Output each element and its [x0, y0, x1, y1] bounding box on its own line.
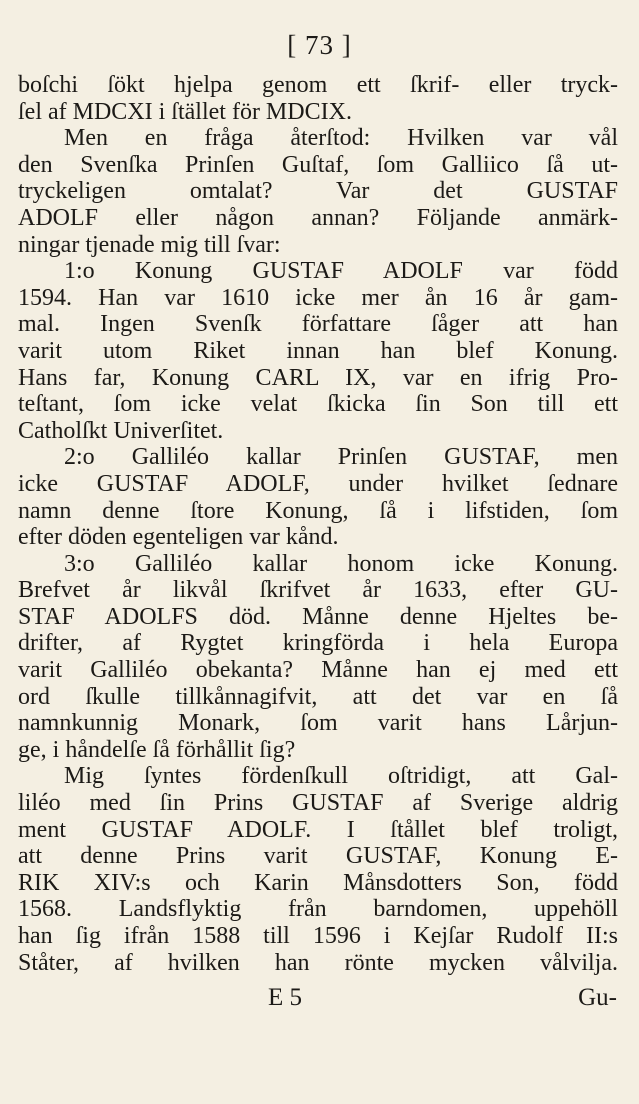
text-line: namnkunnig Monark, ſom varit hans Lårjun- [18, 710, 618, 737]
text-line: ſel af MDCXI i ſtället för MDCIX. [18, 98, 352, 125]
body-text [18, 72, 618, 976]
text-line: ADOLF eller någon annan? Följande anmärk- [18, 204, 618, 231]
text-line: drifter, af Rygtet kringförda i hela Europa [18, 630, 618, 657]
text-line: Ståter, af hvilken han rönte mycken vålvilja. [18, 949, 618, 976]
text-line: RIK XIV:s och Karin Månsdotters Son, född [18, 869, 618, 896]
text-line: Brefvet år likvål ſkrifvet år 1633, efter GU- [18, 577, 618, 604]
text-line: den Svenſka Prinſen Guſtaf, ſom Galliico ſå ut- [18, 151, 618, 178]
signature-mark: E 5 [268, 984, 303, 1011]
text-line: han ſig ifrån 1588 till 1596 i Kejſar Rudolf II:s [18, 923, 618, 949]
text-line: ningar tjenade mig till ſvar: [18, 231, 281, 258]
text-line: varit utom Riket innan han blef Konung. [18, 337, 618, 364]
text-line: efter döden egenteligen var kånd. [18, 524, 339, 551]
text-line: ord ſkulle tillkånnagifvit, att det var en ſå [18, 683, 618, 710]
text-line: Mig ſyntes fördenſkull oſtridigt, att Gal- [64, 763, 618, 790]
page-footer [0, 984, 639, 1014]
text-line: mal. Ingen Svenſk författare ſåger att han [18, 311, 618, 338]
text-line: 1594. Han var 1610 icke mer ån 16 år gam- [18, 284, 618, 311]
text-line: 1568. Landsflyktig från barndomen, uppehöll [18, 896, 618, 923]
text-line: 1:o Konung GUSTAF ADOLF var född [64, 258, 618, 285]
text-line: icke GUSTAF ADOLF, under hvilket ſednare [18, 470, 618, 497]
text-line: namn denne ſtore Konung, ſå i lifstiden, ſom [18, 497, 618, 524]
text-line: att denne Prins varit GUSTAF, Konung E- [18, 843, 618, 870]
text-line: Hans far, Konung CARL IX, var en ifrig Pro- [18, 364, 618, 391]
page-number: [ 73 ] [287, 30, 352, 60]
text-line: Men en fråga återſtod: Hvilken var vål [64, 125, 618, 152]
text-line: 3:o Galliléo kallar honom icke Konung. [64, 550, 618, 577]
text-line: ment GUSTAF ADOLF. I ſtållet blef troligt, [18, 816, 618, 843]
text-line: ge, i håndelſe ſå förhållit ſig? [18, 736, 296, 763]
catchword: Gu- [578, 984, 617, 1011]
text-line: boſchi ſökt hjelpa genom ett ſkrif- eller tryck- [18, 72, 618, 98]
text-line: Catholſkt Univerſitet. [18, 417, 224, 444]
text-line: STAF ADOLFS död. Månne denne Hjeltes be- [18, 603, 618, 630]
text-line: liléo med ſin Prins GUSTAF af Sverige aldrig [18, 790, 618, 817]
text-line: tryckeligen omtalat? Var det GUSTAF [18, 178, 618, 205]
text-line: teſtant, ſom icke velat ſkicka ſin Son till ett [18, 391, 618, 418]
text-line: 2:o Galliléo kallar Prinſen GUSTAF, men [64, 444, 618, 471]
text-line: varit Galliléo obekanta? Månne han ej med ett [18, 657, 618, 684]
